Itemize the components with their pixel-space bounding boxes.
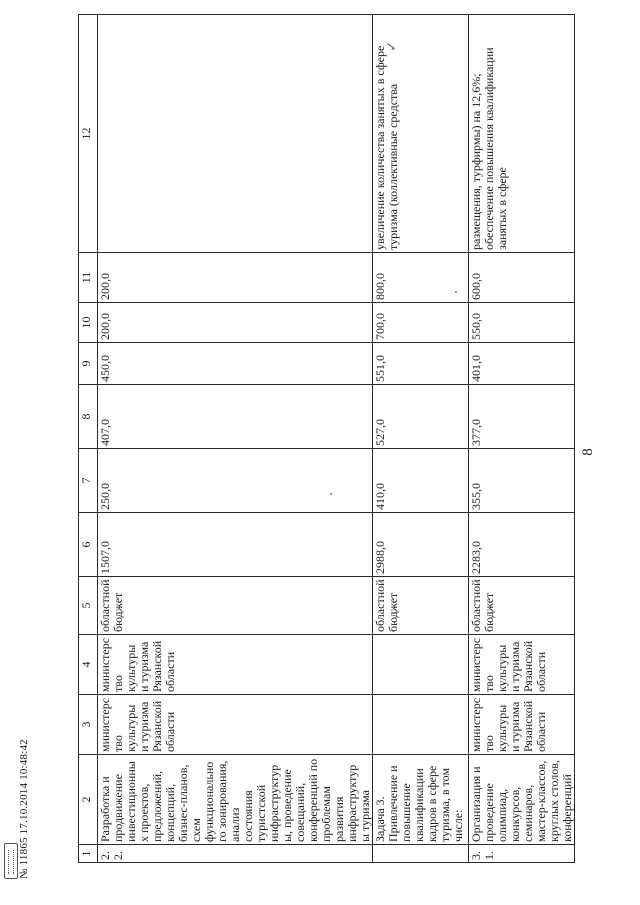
col-header-12: 12 — [79, 15, 98, 253]
result-cell — [98, 15, 373, 253]
total-cell: 2283,0 — [469, 513, 575, 577]
funding-source-cell: областной бюджет — [469, 577, 575, 635]
result-cell: размещения, турфирмы) на 12,6%; обеспечение повышения квалификации занятых в сфере — [469, 15, 575, 253]
col-header-2: 2 — [79, 755, 98, 845]
total-cell: 2988,0 — [373, 513, 469, 577]
col-header-8: 8 — [79, 385, 98, 449]
total-cell: 1507,0 — [98, 513, 373, 577]
year-cell: 551,0 — [373, 343, 469, 385]
col-header-4: 4 — [79, 635, 98, 695]
executor-cell: министерство культуры и туризма Рязанской области — [98, 695, 373, 755]
measure-name: Разработка и продвижение инвестиционных проектов, предложений, концепций, бизнес-планов, схем функционального зонирования, анализ состояния туристской инфраструктуры, проведение совещаний, конференций по проблемам развития инфраструктуры туризма — [98, 755, 373, 845]
table-row — [98, 15, 373, 863]
year-cell: 600,0 — [469, 253, 575, 303]
row-number — [373, 845, 469, 863]
measure-name: Организация и проведение олимпиад, конкурсов, семинаров, мастер-классов, круглых столов, конференций — [469, 755, 575, 845]
participant-cell: министерство культуры и туризма Рязанской области — [469, 635, 575, 695]
col-header-9: 9 — [79, 343, 98, 385]
program-table — [78, 14, 575, 863]
col-header-6: 6 — [79, 513, 98, 577]
year-cell: 377,0 — [469, 385, 575, 449]
year-cell: 355,0 — [469, 449, 575, 513]
measure-name: Задача 3. Привлечение и повышение квалификации кадров в сфере туризма, в том числе: — [373, 755, 469, 845]
col-header-11: 11 — [79, 253, 98, 303]
col-header-3: 3 — [79, 695, 98, 755]
year-cell: 800,0 — [373, 253, 469, 303]
col-header-10: 10 — [79, 303, 98, 343]
participant-cell: министерство культуры и туризма Рязанской области — [98, 635, 373, 695]
year-cell: 200,0 — [98, 303, 373, 343]
executor-cell — [373, 695, 469, 755]
result-cell: увеличение количества занятых в сфере туризма (коллективные средства — [373, 15, 469, 253]
executor-cell: министерство культуры и туризма Рязанской области — [469, 695, 575, 755]
col-header-7: 7 — [79, 449, 98, 513]
row-number: 2.2. — [98, 845, 373, 863]
year-cell: 527,0 — [373, 385, 469, 449]
funding-source-cell: областной бюджет — [373, 577, 469, 635]
year-cell: 407,0 — [98, 385, 373, 449]
year-cell: 450,0 — [98, 343, 373, 385]
table-row — [373, 15, 469, 863]
column-number-row — [79, 15, 98, 863]
year-cell: 250,0 — [98, 449, 373, 513]
scan-mark-icon: ✓ — [385, 40, 400, 52]
page-number: 8 — [580, 448, 596, 456]
year-cell: 410,0 — [373, 449, 469, 513]
registry-stamp-logo — [4, 843, 18, 879]
scan-dot — [330, 493, 332, 495]
col-header-5: 5 — [79, 577, 98, 635]
registration-stamp: № 11865 17.10.2014 10:48:42 — [18, 739, 30, 879]
funding-source-cell: областной бюджет — [98, 577, 373, 635]
year-cell: 200,0 — [98, 253, 373, 303]
table-row — [469, 15, 575, 863]
year-cell: 401,0 — [469, 343, 575, 385]
scan-dot — [455, 291, 457, 293]
col-header-1: 1 — [79, 845, 98, 863]
participant-cell — [373, 635, 469, 695]
year-cell: 700,0 — [373, 303, 469, 343]
row-number: 3.1. — [469, 845, 575, 863]
year-cell: 550,0 — [469, 303, 575, 343]
